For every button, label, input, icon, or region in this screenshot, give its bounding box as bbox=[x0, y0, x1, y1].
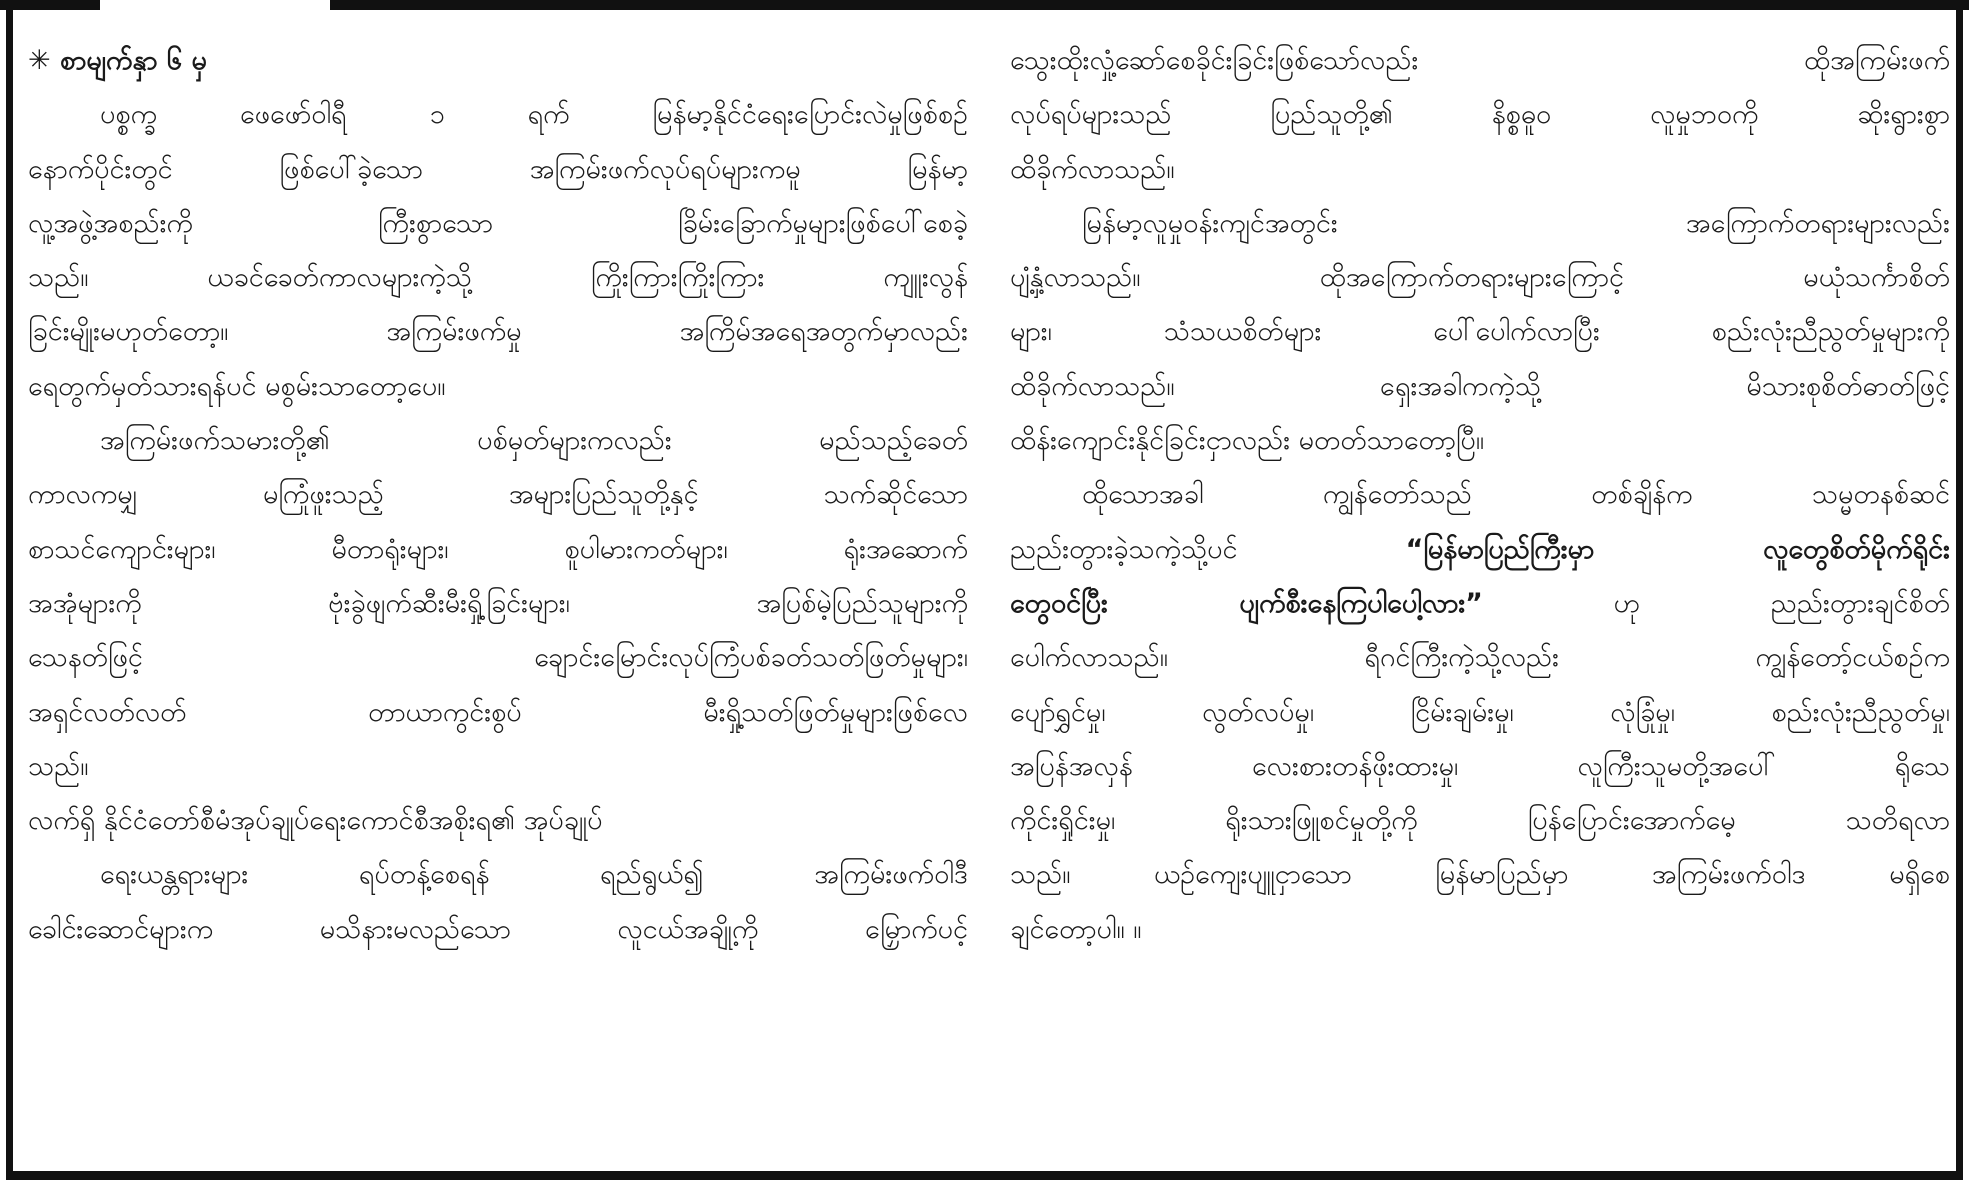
text-line: ကာလကမျှ မကြုံဖူးသည့် အများပြည်သူတို့နှင့် သက်ဆိုင်သော bbox=[28, 479, 968, 511]
text-line: ပေါက်လာသည်။ ရီဂင်ကြီးကဲ့သို့လည်း ကျွန်တော့်ငယ်စဉ်က bbox=[1010, 642, 1950, 674]
text-line: နောက်ပိုင်းတွင် ဖြစ်ပေါ်ခဲ့သော အကြမ်းဖက်လုပ်ရပ်များကမူ မြန်မာ့ bbox=[28, 153, 968, 185]
top-border-left bbox=[0, 0, 100, 10]
text-line: အအုံများကို ဗုံးခွဲဖျက်ဆီးမီးရှို့ခြင်းများ၊ အပြစ်မဲ့ပြည်သူများကို bbox=[28, 587, 968, 619]
text-line: လူ့အဖွဲ့အစည်းကို ကြီးစွာသော ခြိမ်းခြောက်မှုများဖြစ်ပေါ်စေခဲ့ bbox=[28, 207, 968, 239]
text-line: လုပ်ရပ်များသည် ပြည်သူတို့၏ နိစ္စဓူဝ လူမှုဘဝကို ဆိုးရွားစွာ bbox=[1010, 99, 1950, 131]
text-line: ပစ္စက္ခ ဖေဖော်ဝါရီ ၁ ရက် မြန်မာ့နိုင်ငံရေးပြောင်းလဲမှုဖြစ်စဉ် bbox=[100, 99, 968, 131]
text-line: ထိခိုက်လာသည်။ ရှေးအခါကကဲ့သို့ မိသားစုစိတ်ဓာတ်ဖြင့် bbox=[1010, 370, 1950, 402]
text-line: လက်ရှိ နိုင်ငံတော်စီမံအုပ်ချုပ်ရေးကောင်စီအစိုးရ၏ အုပ်ချုပ် bbox=[28, 805, 603, 837]
text-line: သည်။ ယခင်ခေတ်ကာလများကဲ့သို့ ကြိုးကြားကြိုးကြား ကျူးလွန် bbox=[28, 262, 968, 294]
text-line: ချင်တော့ပါ။ ။ bbox=[1010, 913, 1142, 945]
text-line bbox=[28, 957, 968, 1011]
asterisk-icon: ✳ bbox=[28, 45, 51, 76]
text-line: ညည်းတွားခဲ့သကဲ့သို့ပင် “မြန်မာပြည်ကြီးမှာ လူတွေစိတ်မိုက်ရိုင်း bbox=[1010, 533, 1950, 565]
quoted-text: “မြန်မာပြည်ကြီးမှာ လူတွေစိတ်မိုက်ရိုင်း bbox=[1405, 533, 1950, 565]
article-heading: ✳ စာမျက်နှာ ၆ မှ bbox=[28, 45, 207, 76]
text-line: များ၊ သံသယစိတ်များ ပေါ်ပေါက်လာပြီး စည်းလုံးညီညွတ်မှုများကို bbox=[1010, 316, 1950, 348]
top-border-right bbox=[330, 0, 1969, 10]
right-column bbox=[1010, 34, 1950, 957]
text-line: ကိုင်းရှိုင်းမှု၊ ရိုးသားဖြူစင်မှုတို့ကို ပြန်ပြောင်းအောက်မေ့ သတိရလာ bbox=[1010, 805, 1950, 837]
text-line: ခေါင်းဆောင်များက မသိနားမလည်သော လူငယ်အချို့ကို မြှောက်ပင့် bbox=[28, 913, 968, 945]
text-line: အရှင်လတ်လတ် တာယာကွင်းစွပ် မီးရှို့သတ်ဖြတ်မှုများဖြစ်လေ bbox=[28, 696, 968, 728]
text-line: စာသင်ကျောင်းများ၊ မီတာရုံးများ၊ စူပါမားကတ်များ၊ ရုံးအဆောက် bbox=[28, 533, 968, 565]
text-line: ပျံ့နှံ့လာသည်။ ထိုအကြောက်တရားများကြောင့် မယုံသင်္ကာစိတ် bbox=[1010, 262, 1950, 294]
text-line: ရေတွက်မှတ်သားရန်ပင် မစွမ်းသာတော့ပေ။ bbox=[28, 370, 446, 402]
text-line: သည်။ bbox=[28, 750, 89, 782]
text-line: မြန်မာ့လူမှုဝန်းကျင်အတွင်း အကြောက်တရားများလည်း bbox=[1082, 207, 1950, 239]
text-line: သည်။ ယဉ်ကျေးပျူငှာသော မြန်မာပြည်မှာ အကြမ်းဖက်ဝါဒ မရှိစေ bbox=[1010, 859, 1950, 891]
text-line: ထိန်းကျောင်းနိုင်ခြင်းငှာလည်း မတတ်သာတော့ပြီ။ bbox=[1010, 425, 1484, 457]
quoted-text: တွေဝင်ပြီး ပျက်စီးနေကြပါပေါ့လား” bbox=[1010, 587, 1483, 619]
text-line: အကြမ်းဖက်သမားတို့၏ ပစ်မှတ်များကလည်း မည်သည့်ခေတ် bbox=[100, 425, 968, 457]
text-line: ထိခိုက်လာသည်။ bbox=[1010, 153, 1175, 185]
text-line: ထိုသောအခါ ကျွန်တော်သည် တစ်ချိန်က သမ္မတနစ်ဆင် bbox=[1082, 479, 1950, 511]
text-line: တွေဝင်ပြီး ပျက်စီးနေကြပါပေါ့လား” ဟု ညည်းတွားချင်စိတ် bbox=[1010, 587, 1950, 619]
text-line: ခြင်းမျိုးမဟုတ်တော့။ အကြမ်းဖက်မှု အကြိမ်အရေအတွက်မှာလည်း bbox=[28, 316, 968, 348]
text-line: သေနတ်ဖြင့် ချောင်းမြောင်းလုပ်ကြံပစ်ခတ်သတ်ဖြတ်မှုများ၊ bbox=[28, 642, 968, 674]
text-line: သွေးထိုးလှုံ့ဆော်စေခိုင်းခြင်းဖြစ်သော်လည်း ထိုအကြမ်းဖက် bbox=[1010, 45, 1950, 76]
text-line: ပျော်ရွှင်မှု၊ လွတ်လပ်မှု၊ ငြိမ်းချမ်းမှု၊ လုံခြုံမှု၊ စည်းလုံးညီညွတ်မှု၊ bbox=[1010, 696, 1950, 728]
text-line: အပြန်အလှန် လေးစားတန်ဖိုးထားမှု၊ လူကြီးသူမတို့အပေါ် ရိုသေ bbox=[1010, 750, 1950, 782]
text-line: ရေးယန္တရားများ ရပ်တန့်စေရန် ရည်ရွယ်၍ အကြမ်းဖက်ဝါဒီ bbox=[100, 859, 968, 891]
left-column bbox=[28, 34, 968, 1011]
